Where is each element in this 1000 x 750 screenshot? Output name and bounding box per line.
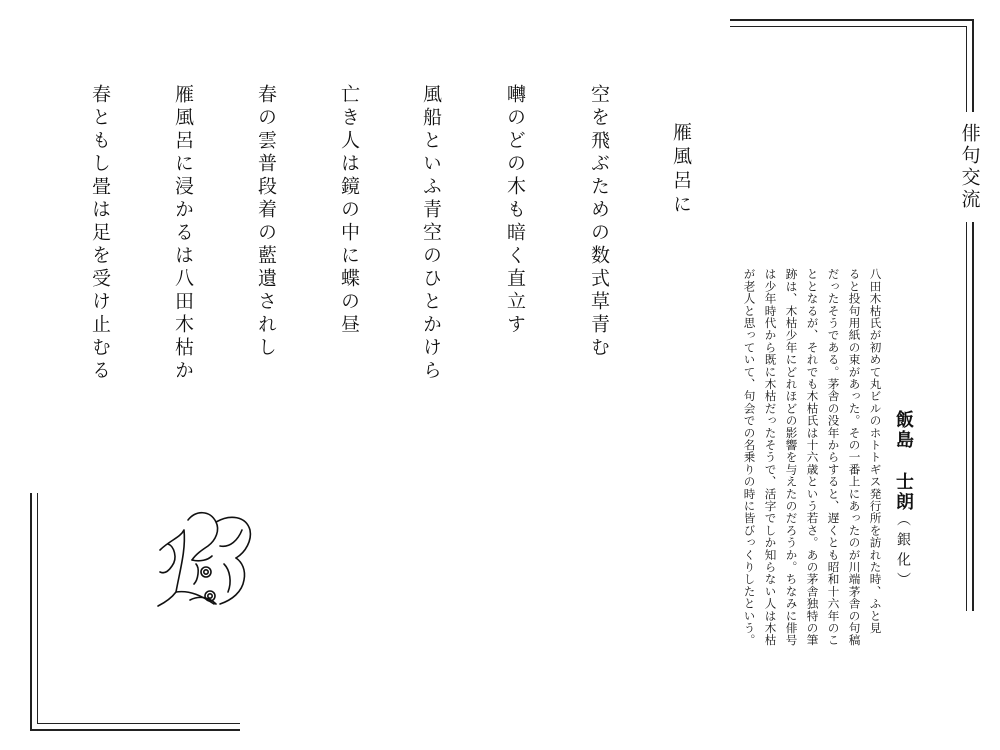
- essay-line: は少年時代から既に木枯だったそうで、活字でしか知らない人は木枯: [763, 268, 778, 647]
- haiku-line: 風船といふ青空のひとかけら: [420, 84, 442, 383]
- essay-line: ととなるが、それでも木枯氏は十六歳という若さ。あの茅舎独特の筆: [805, 268, 820, 647]
- haiku-line: 春の雲普段着の藍遺されし: [255, 84, 277, 360]
- haiku-group-title: 雁風呂に: [670, 122, 692, 218]
- frame-top-rule-inner: [730, 26, 967, 27]
- section-title: 俳句交流: [950, 112, 990, 222]
- frame-left-rule-inner: [37, 493, 38, 724]
- essay-line: ると投句用紙の束があった。その一番上にあったのが川端茅舎の句稿: [847, 268, 862, 647]
- essay-line: だったそうである。茅舎の没年からすると、遅くとも昭和十六年のこ: [826, 268, 841, 647]
- author-surname: 飯島: [893, 410, 914, 450]
- haiku-line: 空を飛ぶための数式草青む: [588, 84, 610, 360]
- haiku-line: 春ともし畳は足を受け止むる: [89, 84, 111, 383]
- author-pseudonym: （銀化）: [895, 512, 911, 592]
- author-given-name: 士朗: [893, 472, 914, 512]
- author-name: [890, 410, 916, 592]
- handwritten-signature-icon: [150, 500, 260, 620]
- essay-line: 八田木枯氏が初めて丸ビルのホトトギス発行所を訪れた時、ふと見: [868, 268, 883, 634]
- essay-line: が老人と思っていて、句会での名乗りの時に皆びっくりしたという。: [742, 268, 757, 647]
- frame-bottom-rule-inner: [37, 723, 240, 724]
- frame-right-rule-outer: [972, 19, 974, 611]
- haiku-line: 囀のどの木も暗く直立す: [504, 84, 526, 337]
- frame-bottom-rule-outer: [30, 729, 240, 731]
- frame-top-rule-outer: [730, 19, 974, 21]
- essay-line: 跡は、木枯少年にどれほどの影響を与えたのだろうか。ちなみに俳号: [784, 268, 799, 647]
- haiku-line: 亡き人は鏡の中に蝶の昼: [338, 84, 360, 337]
- frame-left-rule-outer: [30, 493, 32, 731]
- haiku-line: 雁風呂に浸かるは八田木枯か: [172, 84, 194, 383]
